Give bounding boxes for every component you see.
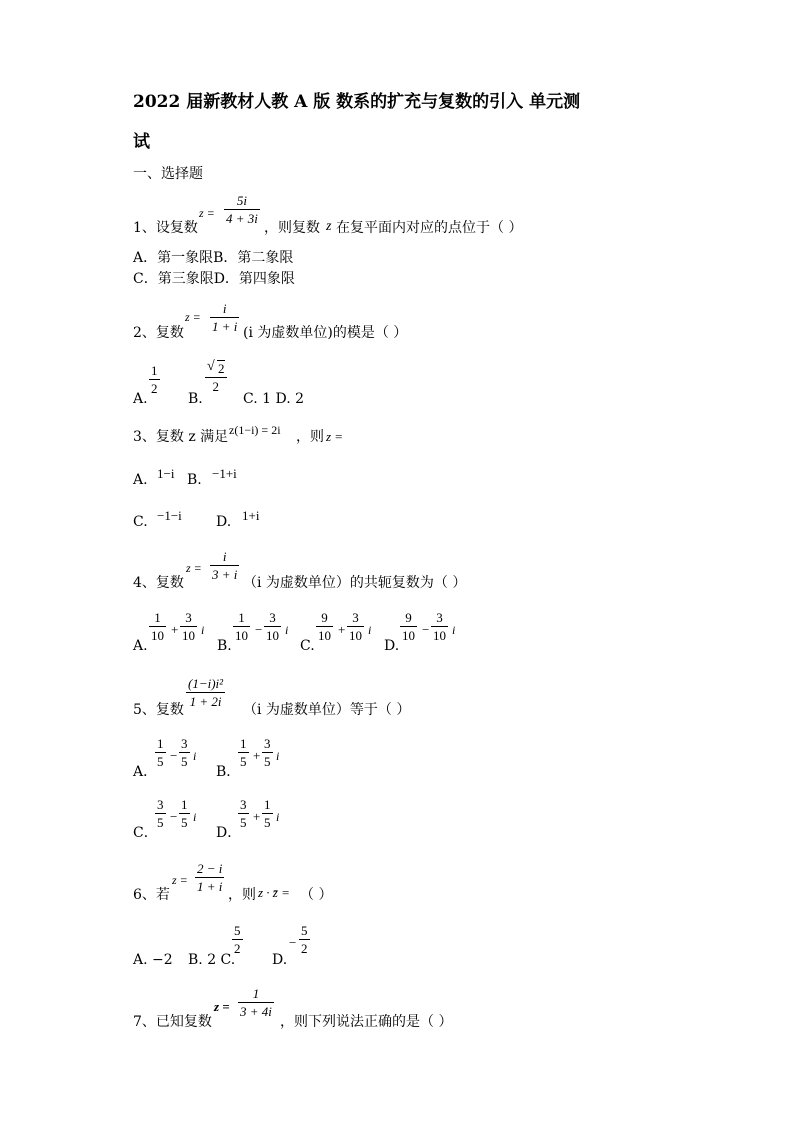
q4-option-b-label: B. <box>217 638 232 654</box>
q6-lhs: z = <box>172 873 188 887</box>
q7-fraction <box>238 987 274 1018</box>
q4-b-frac-1 <box>233 611 250 642</box>
page-title-continued: 试 <box>133 132 150 152</box>
q1-numerator: 5i <box>224 194 260 210</box>
q3-prefix: 3、复数 z 满足 <box>133 429 229 445</box>
q4-denominator: 3 + i <box>212 567 238 582</box>
q4-b-d1: 10 <box>235 628 248 643</box>
q4-c-d2: 10 <box>349 628 362 643</box>
q4-a-frac-1 <box>149 611 166 642</box>
q4-a-d2: 10 <box>182 628 195 643</box>
q6-equation: z · z̄ = <box>258 885 290 900</box>
q6-text-2: （ ） <box>300 887 333 903</box>
q5-c-frac-1 <box>155 798 166 829</box>
q5-text: （i 为虚数单位）等于（ ） <box>243 702 411 718</box>
q2-text: (i 为虚数单位)的模是（ ） <box>243 325 408 341</box>
q4-d-i: i <box>452 623 456 637</box>
q5-prefix: 5、复数 <box>133 702 184 718</box>
q6-option-d-minus: − <box>289 935 297 950</box>
q6-c-numerator: 5 <box>234 923 241 938</box>
q5-d-n2: 1 <box>264 797 271 812</box>
q6-option-a: A. −2 <box>133 952 173 968</box>
sqrt-symbol: √ 2 <box>207 359 225 376</box>
q5-numerator: (1−i)i² <box>188 676 224 691</box>
q4-b-op: − <box>255 622 263 637</box>
q5-a-i: i <box>193 749 197 763</box>
q2-option-a-label: A. <box>133 391 148 407</box>
q3-equation-2: z = <box>326 429 344 444</box>
q5-c-d2: 5 <box>181 815 188 830</box>
q2-a-numerator: 1 <box>151 363 158 378</box>
q6-option-bc: B. 2 C. <box>188 952 236 968</box>
q3-option-b-value: −1+i <box>212 466 237 481</box>
q5-c-op: − <box>170 809 178 824</box>
q6-option-d-fraction <box>299 924 310 955</box>
q1-fraction <box>224 194 260 225</box>
q3-option-d-value: 1+i <box>242 508 260 523</box>
q5-a-n1: 1 <box>157 736 164 751</box>
q5-b-n2: 3 <box>264 736 271 751</box>
q4-c-n1: 9 <box>316 611 333 627</box>
q1-denominator: 4 + 3i <box>226 211 258 226</box>
q4-c-frac-2 <box>347 611 364 642</box>
q6-d-numerator: 5 <box>301 923 308 938</box>
q5-option-c-label: C． <box>133 825 158 841</box>
q5-d-frac-1 <box>238 798 249 829</box>
q4-d-d2: 10 <box>433 628 446 643</box>
q4-a-d1: 10 <box>151 628 164 643</box>
q5-c-i: i <box>193 810 197 824</box>
q6-d-denominator: 2 <box>301 941 308 956</box>
q4-prefix: 4、复数 <box>133 575 184 591</box>
q3-equation: z(1−i) = 2i <box>229 423 281 437</box>
q1-prefix: 1、设复数 <box>133 220 198 236</box>
q4-d-n1: 9 <box>400 611 417 627</box>
q7-numerator: 1 <box>238 987 274 1003</box>
q5-d-i: i <box>276 810 280 824</box>
q3-text: ，则 <box>296 429 324 445</box>
q4-c-d1: 10 <box>318 628 331 643</box>
q3-option-d-label: D. <box>216 514 232 530</box>
q6-denominator: 1 + i <box>197 879 223 894</box>
q5-d-op: + <box>253 809 261 824</box>
q7-text: ，则下列说法正确的是（ ） <box>280 1014 453 1030</box>
q2-a-denominator: 2 <box>151 381 158 396</box>
q2-option-b-label: B. <box>188 391 203 407</box>
q4-fraction <box>210 550 239 581</box>
q4-b-n1: 1 <box>233 611 250 627</box>
q3-option-a-value: 1−i <box>157 466 175 481</box>
q4-c-op: + <box>338 622 346 637</box>
section-heading: 一、选择题 <box>133 166 203 182</box>
q3-option-a-label: A. <box>133 472 148 488</box>
q6-text-1: ，则 <box>228 887 256 903</box>
q5-b-d1: 5 <box>240 754 247 769</box>
q4-b-i: i <box>285 623 289 637</box>
q4-a-n1: 1 <box>149 611 166 627</box>
page-title: 2022 届新教材人教 A 版 数系的扩充与复数的引入 单元测 <box>133 92 581 112</box>
q4-b-n2: 3 <box>264 611 281 627</box>
q1-var: z <box>326 219 332 234</box>
q5-b-n1: 1 <box>240 736 247 751</box>
q4-option-a-label: A. <box>133 638 148 654</box>
q1-text-1: ，则复数 <box>264 220 320 236</box>
q4-a-frac-2 <box>180 611 197 642</box>
q4-c-n2: 3 <box>347 611 364 627</box>
q4-d-d1: 10 <box>402 628 415 643</box>
q5-fraction <box>186 677 225 708</box>
q6-option-d-label: D. <box>272 952 288 968</box>
q7-denominator: 3 + 4i <box>240 1004 272 1019</box>
q2-option-b-fraction <box>205 359 227 394</box>
q5-d-frac-2 <box>262 798 273 829</box>
q4-d-n2: 3 <box>431 611 448 627</box>
q4-a-op: + <box>171 622 179 637</box>
q2-prefix: 2、复数 <box>133 325 184 341</box>
q5-a-d2: 5 <box>181 754 188 769</box>
q4-d-op: − <box>422 622 430 637</box>
q4-d-frac-2 <box>431 611 448 642</box>
q5-a-frac-2 <box>179 737 190 768</box>
q5-option-b-label: B． <box>216 764 241 780</box>
q4-c-i: i <box>368 623 372 637</box>
q4-b-frac-2 <box>264 611 281 642</box>
q4-a-n2: 3 <box>180 611 197 627</box>
q2-b-radicand: 2 <box>218 361 225 376</box>
q5-b-frac-2 <box>262 737 273 768</box>
q6-c-denominator: 2 <box>234 941 241 956</box>
q3-option-b-label: B. <box>187 472 202 488</box>
q5-a-frac-1 <box>155 737 166 768</box>
q3-option-c-label: C. <box>133 514 148 530</box>
q5-a-n2: 3 <box>181 736 188 751</box>
q5-c-n1: 3 <box>157 797 164 812</box>
q6-numerator: 2 − i <box>197 861 223 876</box>
q2-options-cd: C. 1 D. 2 <box>243 391 305 407</box>
q4-lhs: z = <box>186 561 202 575</box>
q5-d-d2: 5 <box>264 815 271 830</box>
q2-b-denominator: 2 <box>212 379 219 394</box>
q5-option-d-label: D． <box>216 825 242 841</box>
q4-b-d2: 10 <box>266 628 279 643</box>
q5-denominator: 1 + 2i <box>189 694 222 709</box>
q4-c-frac-1 <box>316 611 333 642</box>
q2-option-a-fraction <box>149 364 160 395</box>
q4-option-d-label: D. <box>384 638 400 654</box>
q6-fraction <box>195 862 224 893</box>
q1-text-2: 在复平面内对应的点位于（ ） <box>336 220 523 236</box>
q3-option-c-value: −1−i <box>157 508 182 523</box>
q5-c-d1: 5 <box>157 815 164 830</box>
q4-a-i: i <box>201 623 205 637</box>
q1-options-ab: A．第一象限B．第二象限 <box>133 250 294 266</box>
q7-lhs: z = <box>214 999 230 1014</box>
q5-c-n2: 1 <box>181 797 188 812</box>
q1-lhs: z = <box>199 206 215 220</box>
q5-b-d2: 5 <box>264 754 271 769</box>
q6-prefix: 6、若 <box>133 887 170 903</box>
q5-option-a-label: A． <box>133 764 158 780</box>
q4-text: （i 为虚数单位）的共轭复数为（ ） <box>243 575 467 591</box>
q5-b-i: i <box>276 749 280 763</box>
q5-b-op: + <box>253 748 261 763</box>
q2-lhs: z = <box>185 310 201 324</box>
q2-numerator: i <box>210 302 239 318</box>
q5-a-d1: 5 <box>157 754 164 769</box>
q4-option-c-label: C. <box>300 638 315 654</box>
q5-d-n1: 3 <box>240 797 247 812</box>
q5-b-frac-1 <box>238 737 249 768</box>
q2-fraction <box>210 302 239 333</box>
q5-c-frac-2 <box>179 798 190 829</box>
q7-prefix: 7、已知复数 <box>133 1014 212 1030</box>
q5-a-op: − <box>170 748 178 763</box>
q5-d-d1: 5 <box>240 815 247 830</box>
q4-numerator: i <box>210 550 239 566</box>
q2-denominator: 1 + i <box>212 319 238 334</box>
q4-d-frac-1 <box>400 611 417 642</box>
q6-option-c-fraction <box>232 924 243 955</box>
q1-options-cd: C．第三象限D．第四象限 <box>133 271 295 287</box>
